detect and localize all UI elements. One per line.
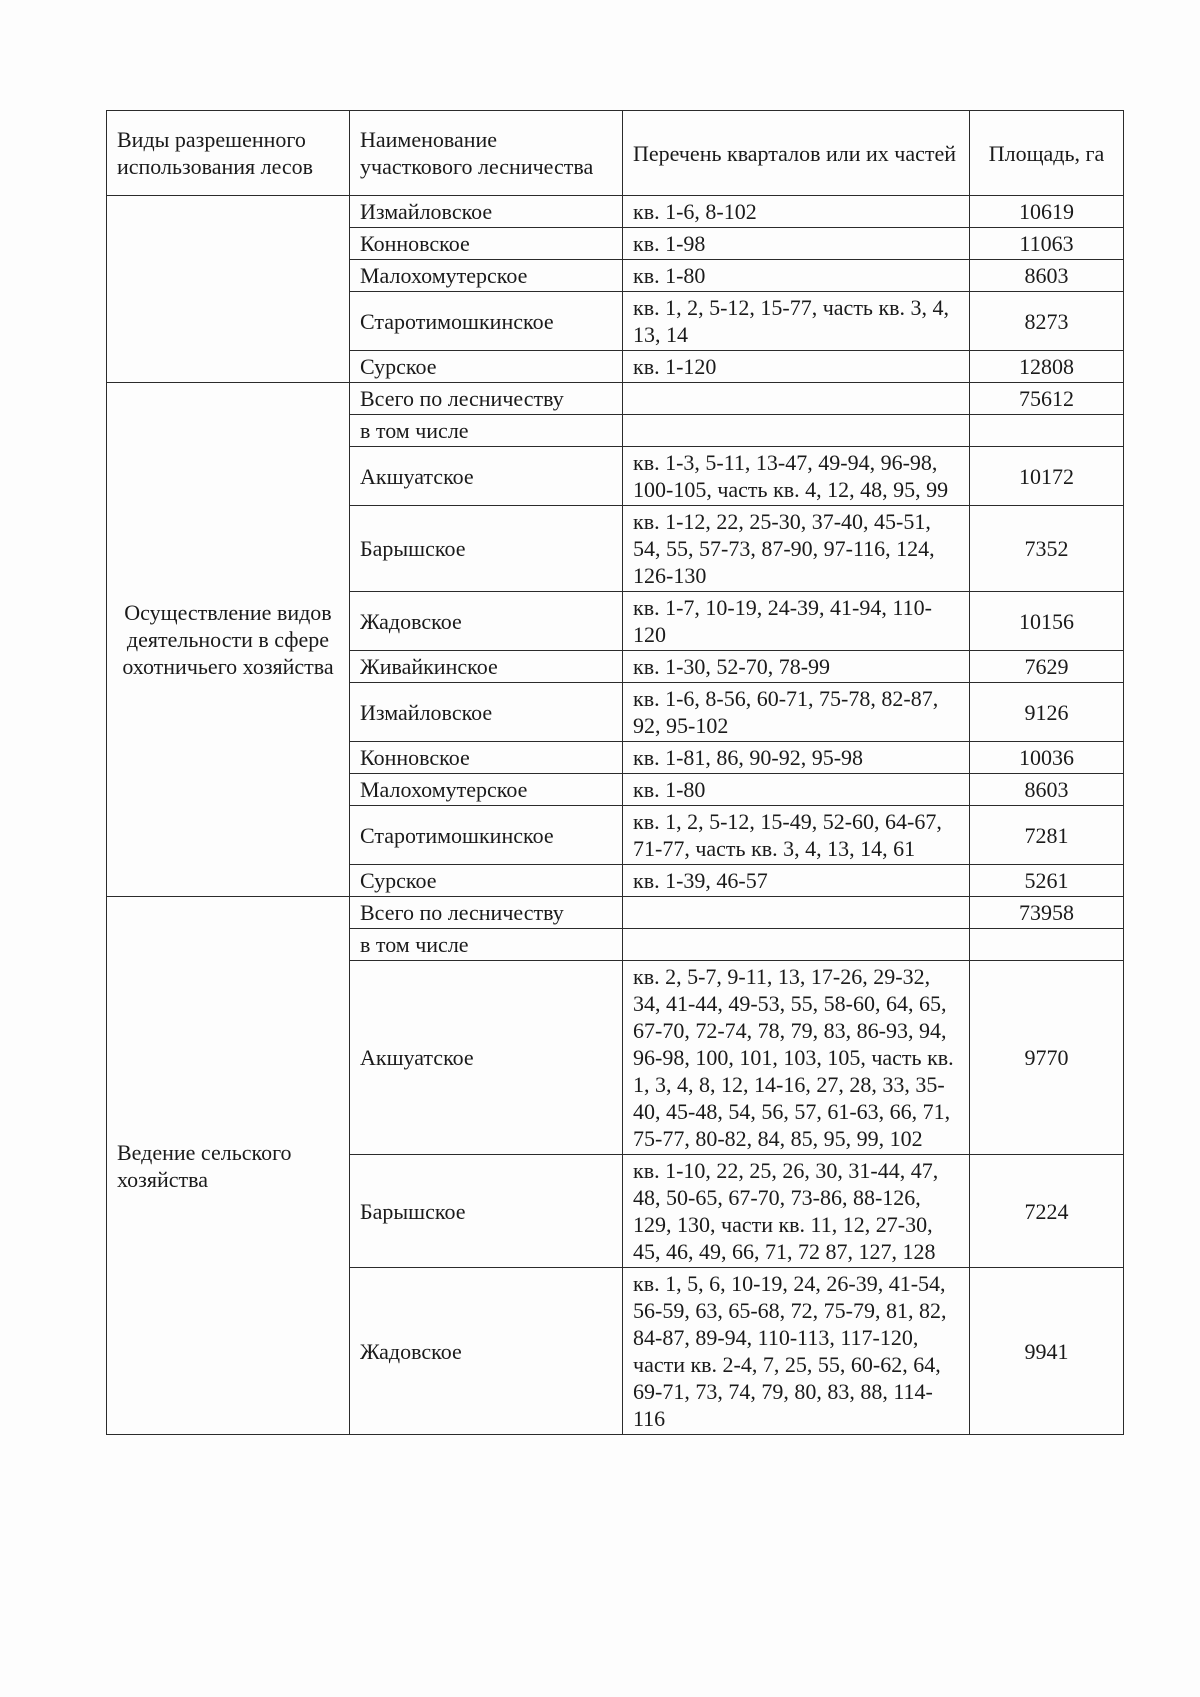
quarters-cell: кв. 1-12, 22, 25-30, 37-40, 45-51, 54, 55, 57-73, 87-90, 97-116, 124, 126-130 [623,506,970,592]
quarters-cell: кв. 1, 5, 6, 10-19, 24, 26-39, 41-54, 56-59, 63, 65-68, 72, 75-79, 81, 82, 84-87, 89-94, 110-113, 117-120, части кв. 2-4, 7, 25, 55, 60-62, 64, 69-71, 73, 74, 79, 80, 83, 88, 114-116 [623,1268,970,1435]
quarters-cell [623,929,970,961]
area-cell: 10619 [970,196,1124,228]
header-use-type: Виды разрешенного использования лесов [107,111,350,196]
area-cell: 10156 [970,592,1124,651]
district-name-cell: Барышское [350,506,623,592]
area-cell [970,929,1124,961]
table-row [107,383,1124,415]
area-cell: 7629 [970,651,1124,683]
district-name-cell: Живайкинское [350,651,623,683]
district-name-cell: Малохомутерское [350,774,623,806]
category-cell [107,196,350,383]
table-row [107,196,1124,228]
area-cell: 5261 [970,865,1124,897]
area-cell: 9941 [970,1268,1124,1435]
table-header-row [107,111,1124,196]
area-cell: 12808 [970,351,1124,383]
forest-use-table [106,110,1124,1435]
district-name-cell: Жадовское [350,1268,623,1435]
quarters-cell [623,415,970,447]
quarters-cell: кв. 1-39, 46-57 [623,865,970,897]
quarters-cell: кв. 1-30, 52-70, 78-99 [623,651,970,683]
district-name-cell: Малохомутерское [350,260,623,292]
district-name-cell: в том числе [350,929,623,961]
category-cell: Осуществление видов деятельности в сфере охотничьего хозяйства [107,383,350,897]
district-name-cell: Старотимошкинское [350,292,623,351]
quarters-cell: кв. 1, 2, 5-12, 15-49, 52-60, 64-67, 71-77, часть кв. 3, 4, 13, 14, 61 [623,806,970,865]
area-cell: 10036 [970,742,1124,774]
quarters-cell: кв. 1-80 [623,260,970,292]
area-cell: 10172 [970,447,1124,506]
area-cell: 8273 [970,292,1124,351]
district-name-cell: Акшуатское [350,961,623,1155]
area-cell: 73958 [970,897,1124,929]
area-cell: 11063 [970,228,1124,260]
quarters-cell: кв. 1-120 [623,351,970,383]
district-name-cell: Конновское [350,228,623,260]
area-cell: 8603 [970,260,1124,292]
district-name-cell: Жадовское [350,592,623,651]
district-name-cell: Сурское [350,351,623,383]
table-row [107,897,1124,929]
district-name-cell: Барышское [350,1155,623,1268]
quarters-cell: кв. 1-80 [623,774,970,806]
quarters-cell: кв. 1-3, 5-11, 13-47, 49-94, 96-98, 100-105, часть кв. 4, 12, 48, 95, 99 [623,447,970,506]
header-quarters-list: Перечень кварталов или их частей [623,111,970,196]
quarters-cell: кв. 1-81, 86, 90-92, 95-98 [623,742,970,774]
area-cell: 75612 [970,383,1124,415]
quarters-cell [623,383,970,415]
area-cell: 9126 [970,683,1124,742]
quarters-cell [623,897,970,929]
district-name-cell: Старотимошкинское [350,806,623,865]
quarters-cell: кв. 1-10, 22, 25, 26, 30, 31-44, 47, 48, 50-65, 67-70, 73-86, 88-126, 129, 130, части кв. 11, 12, 27-30, 45, 46, 49, 66, 71, 72 87, 127, 128 [623,1155,970,1268]
quarters-cell: кв. 2, 5-7, 9-11, 13, 17-26, 29-32, 34, 41-44, 49-53, 55, 58-60, 64, 65, 67-70, 72-74, 78, 79, 83, 86-93, 94, 96-98, 100, 101, 103, 105, часть кв. 1, 3, 4, 8, 12, 14-16, 27, 28, 33, 35-40, 45-48, 54, 56, 57, 61-63, 66, 71, 75-77, 80-82, 84, 85, 95, 99, 102 [623,961,970,1155]
quarters-cell: кв. 1, 2, 5-12, 15-77, часть кв. 3, 4, 13, 14 [623,292,970,351]
district-name-cell: Всего по лесничеству [350,897,623,929]
district-name-cell: Конновское [350,742,623,774]
area-cell: 9770 [970,961,1124,1155]
district-name-cell: в том числе [350,415,623,447]
area-cell: 7224 [970,1155,1124,1268]
district-name-cell: Измайловское [350,683,623,742]
header-district-name: Наименование участкового лесничества [350,111,623,196]
area-cell: 7281 [970,806,1124,865]
quarters-cell: кв. 1-6, 8-102 [623,196,970,228]
area-cell [970,415,1124,447]
district-name-cell: Сурское [350,865,623,897]
quarters-cell: кв. 1-6, 8-56, 60-71, 75-78, 82-87, 92, 95-102 [623,683,970,742]
district-name-cell: Всего по лесничеству [350,383,623,415]
district-name-cell: Измайловское [350,196,623,228]
area-cell: 7352 [970,506,1124,592]
quarters-cell: кв. 1-7, 10-19, 24-39, 41-94, 110-120 [623,592,970,651]
header-area: Площадь, га [970,111,1124,196]
quarters-cell: кв. 1-98 [623,228,970,260]
area-cell: 8603 [970,774,1124,806]
district-name-cell: Акшуатское [350,447,623,506]
category-cell: Ведение сельского хозяйства [107,897,350,1435]
